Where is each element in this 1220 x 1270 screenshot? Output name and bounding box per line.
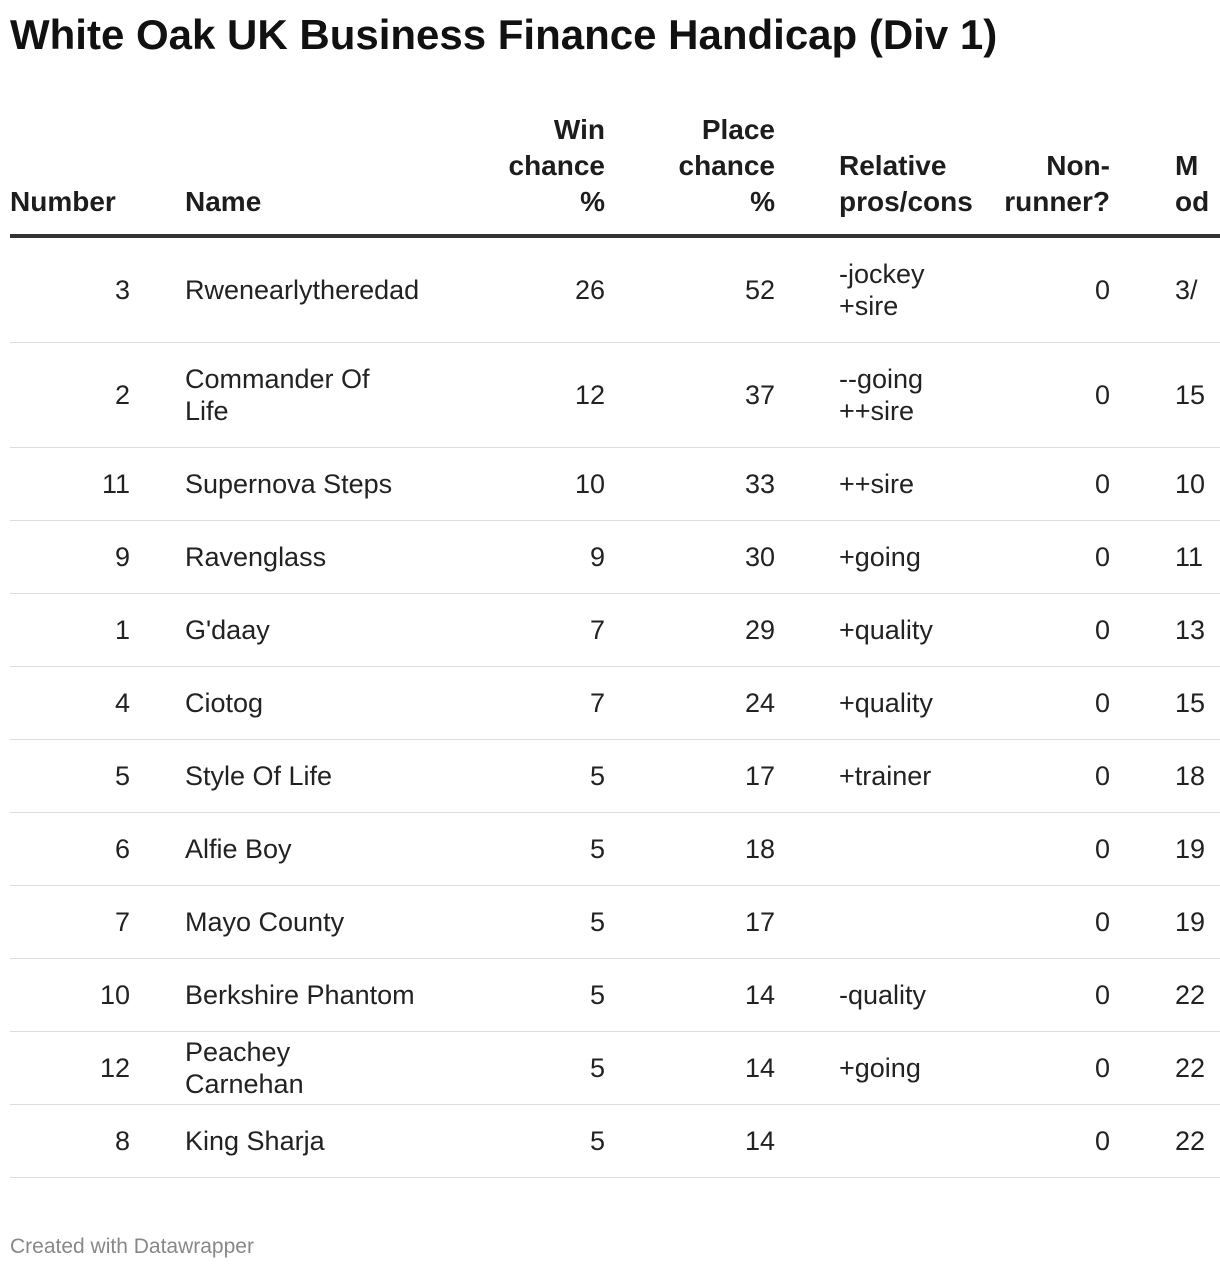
table-row <box>10 447 1220 520</box>
column-header-line: % <box>750 186 775 217</box>
cell-place: 17 <box>605 885 775 958</box>
column-header-line: chance <box>678 150 775 181</box>
cell-win: 7 <box>445 593 605 666</box>
cell-name: Mayo County <box>185 885 445 958</box>
relative-factor: +trainer <box>839 760 932 791</box>
relative-factor: -jockey <box>839 258 925 289</box>
cell-nonrunner: 0 <box>940 739 1110 812</box>
table-row <box>10 1031 1220 1104</box>
cell-nonrunner: 0 <box>940 520 1110 593</box>
cell-name: Commander Of Life <box>185 342 445 447</box>
cell-name: Alfie Boy <box>185 812 445 885</box>
column-header-line: od <box>1175 186 1210 217</box>
cell-number: 5 <box>10 739 185 812</box>
table-row <box>10 1104 1220 1177</box>
cell-relative <box>775 1031 940 1104</box>
cell-number: 8 <box>10 1104 185 1177</box>
cell-name: Peachey Carnehan <box>185 1031 445 1104</box>
relative-factor: ++sire <box>839 395 915 426</box>
cell-place: 17 <box>605 739 775 812</box>
column-header-place <box>605 112 775 236</box>
cell-place: 52 <box>605 236 775 342</box>
odds-table-container <box>10 112 1220 1178</box>
cell-number: 12 <box>10 1031 185 1104</box>
cell-odds: 19 <box>1110 885 1220 958</box>
cell-number: 4 <box>10 666 185 739</box>
table-row <box>10 958 1220 1031</box>
cell-win: 10 <box>445 447 605 520</box>
cell-place: 33 <box>605 447 775 520</box>
relative-factor: +sire <box>839 290 899 321</box>
relative-factor: ++sire <box>839 468 915 499</box>
cell-nonrunner: 0 <box>940 666 1110 739</box>
column-header-line: runner? <box>1004 186 1110 217</box>
footer-credit: Created with Datawrapper <box>10 1235 254 1258</box>
cell-number: 10 <box>10 958 185 1031</box>
table-row <box>10 520 1220 593</box>
cell-win: 5 <box>445 1104 605 1177</box>
table-row <box>10 812 1220 885</box>
cell-win: 7 <box>445 666 605 739</box>
table-row <box>10 885 1220 958</box>
cell-place: 29 <box>605 593 775 666</box>
cell-relative <box>775 236 940 342</box>
relative-factor: +going <box>839 541 921 572</box>
cell-relative <box>775 885 940 958</box>
cell-number: 3 <box>10 236 185 342</box>
cell-win: 12 <box>445 342 605 447</box>
cell-odds: 3/ <box>1110 236 1220 342</box>
cell-name: Berkshire Phantom <box>185 958 445 1031</box>
cell-odds: 22 <box>1110 958 1220 1031</box>
cell-odds: 22 <box>1110 1031 1220 1104</box>
cell-odds: 13 <box>1110 593 1220 666</box>
cell-number: 6 <box>10 812 185 885</box>
cell-nonrunner: 0 <box>940 885 1110 958</box>
cell-win: 5 <box>445 958 605 1031</box>
column-header-line: Number <box>10 186 116 217</box>
cell-nonrunner: 0 <box>940 447 1110 520</box>
cell-number: 7 <box>10 885 185 958</box>
table-header <box>10 112 1220 236</box>
relative-factor: +going <box>839 1052 921 1083</box>
column-header-odds <box>1110 112 1220 236</box>
cell-odds: 22 <box>1110 1104 1220 1177</box>
cell-odds: 11 <box>1110 520 1220 593</box>
cell-name: Ciotog <box>185 666 445 739</box>
cell-odds: 10 <box>1110 447 1220 520</box>
relative-factor: -quality <box>839 979 927 1010</box>
column-header-line: % <box>580 186 605 217</box>
column-header-win <box>445 112 605 236</box>
header-row <box>10 112 1220 236</box>
cell-relative <box>775 447 940 520</box>
cell-place: 24 <box>605 666 775 739</box>
cell-number: 9 <box>10 520 185 593</box>
cell-odds: 18 <box>1110 739 1220 812</box>
cell-nonrunner: 0 <box>940 812 1110 885</box>
cell-name: Rwenearlytheredad <box>185 236 445 342</box>
cell-relative <box>775 666 940 739</box>
column-header-line: Non- <box>1046 150 1110 181</box>
cell-name: Ravenglass <box>185 520 445 593</box>
cell-nonrunner: 0 <box>940 1104 1110 1177</box>
table-row <box>10 666 1220 739</box>
cell-place: 37 <box>605 342 775 447</box>
chart-title: White Oak UK Business Finance Handicap (Div 1) <box>10 11 998 58</box>
cell-nonrunner: 0 <box>940 593 1110 666</box>
table-row <box>10 739 1220 812</box>
cell-nonrunner: 0 <box>940 1031 1110 1104</box>
cell-relative <box>775 342 940 447</box>
cell-place: 14 <box>605 1031 775 1104</box>
cell-place: 18 <box>605 812 775 885</box>
column-header-name <box>185 112 445 236</box>
cell-relative <box>775 739 940 812</box>
relative-factor: +quality <box>839 614 933 645</box>
cell-relative <box>775 520 940 593</box>
column-header-number <box>10 112 185 236</box>
relative-factor: +quality <box>839 687 933 718</box>
cell-win: 9 <box>445 520 605 593</box>
table-row <box>10 342 1220 447</box>
column-header-line: M <box>1175 150 1199 181</box>
cell-nonrunner: 0 <box>940 342 1110 447</box>
column-header-relative <box>775 112 973 236</box>
table-body <box>10 236 1220 1177</box>
cell-relative <box>775 593 940 666</box>
odds-table <box>10 112 1220 1178</box>
column-header-line: pros/cons <box>839 186 973 217</box>
cell-place: 14 <box>605 958 775 1031</box>
cell-name: Style Of Life <box>185 739 445 812</box>
cell-relative <box>775 958 940 1031</box>
cell-place: 30 <box>605 520 775 593</box>
column-header-line: Relative <box>839 150 947 181</box>
cell-number: 11 <box>10 447 185 520</box>
cell-nonrunner: 0 <box>940 236 1110 342</box>
table-row <box>10 236 1220 342</box>
cell-number: 2 <box>10 342 185 447</box>
cell-relative <box>775 812 940 885</box>
cell-relative <box>775 1104 940 1177</box>
cell-win: 5 <box>445 812 605 885</box>
cell-win: 26 <box>445 236 605 342</box>
cell-odds: 19 <box>1110 812 1220 885</box>
cell-name: King Sharja <box>185 1104 445 1177</box>
cell-place: 14 <box>605 1104 775 1177</box>
cell-win: 5 <box>445 885 605 958</box>
column-header-line: chance <box>508 150 605 181</box>
column-header-line: Win <box>553 114 605 145</box>
cell-nonrunner: 0 <box>940 958 1110 1031</box>
table-row <box>10 593 1220 666</box>
cell-number: 1 <box>10 593 185 666</box>
column-header-nonrunner <box>940 112 1110 236</box>
relative-factor: --going <box>839 363 924 394</box>
cell-name: G'daay <box>185 593 445 666</box>
cell-odds: 15 <box>1110 342 1220 447</box>
cell-odds: 15 <box>1110 666 1220 739</box>
column-header-line: Place <box>701 114 775 145</box>
cell-name: Supernova Steps <box>185 447 445 520</box>
column-header-line: Name <box>185 186 262 217</box>
cell-win: 5 <box>445 739 605 812</box>
cell-win: 5 <box>445 1031 605 1104</box>
